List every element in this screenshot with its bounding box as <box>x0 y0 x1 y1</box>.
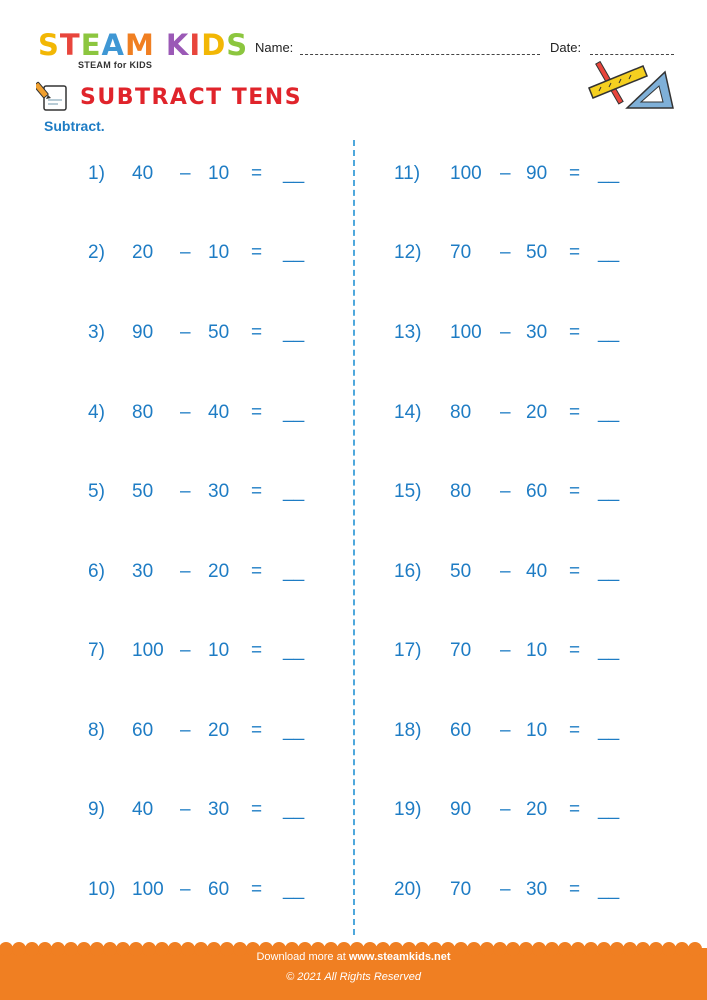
minus-sign: – <box>500 322 511 343</box>
subtrahend: 30 <box>526 322 548 343</box>
problem-number: 11) <box>394 163 421 184</box>
subtrahend: 90 <box>526 163 548 184</box>
minuend: 60 <box>132 720 154 741</box>
answer-blank[interactable]: __ <box>598 879 620 900</box>
minuend: 80 <box>450 402 472 423</box>
problem-number: 12) <box>394 242 422 263</box>
date-field[interactable] <box>590 54 674 55</box>
subtrahend: 30 <box>208 799 230 820</box>
logo-letter: K <box>165 28 190 62</box>
problem-number: 20) <box>394 879 422 900</box>
equals-sign: = <box>251 799 263 820</box>
steam-kids-logo <box>38 28 249 74</box>
problem-12 <box>0 242 707 266</box>
minus-sign: – <box>500 561 511 582</box>
answer-blank[interactable]: __ <box>598 163 620 184</box>
logo-letter: I <box>189 28 202 62</box>
subtrahend: 10 <box>526 640 548 661</box>
minuend: 30 <box>132 561 154 582</box>
minus-sign: – <box>500 481 511 502</box>
equals-sign: = <box>569 640 581 661</box>
problem-19 <box>0 799 707 823</box>
minus-sign: – <box>500 799 511 820</box>
footer-site-link[interactable]: www.steamkids.net <box>348 951 451 963</box>
subtrahend: 30 <box>526 879 548 900</box>
worksheet-pencil-icon <box>36 80 70 112</box>
minus-sign: – <box>500 640 511 661</box>
problem-14 <box>0 402 707 426</box>
ruler-set-square-icon <box>585 58 675 116</box>
subtrahend: 30 <box>208 481 230 502</box>
equals-sign: = <box>569 561 581 582</box>
equals-sign: = <box>251 481 263 502</box>
equals-sign: = <box>251 163 263 184</box>
minus-sign: – <box>180 163 191 184</box>
problem-16 <box>0 561 707 585</box>
problem-number: 7) <box>88 640 105 661</box>
answer-blank[interactable]: __ <box>283 879 305 900</box>
minus-sign: – <box>180 640 191 661</box>
minus-sign: – <box>500 879 511 900</box>
problem-number: 6) <box>88 561 105 582</box>
subtrahend: 50 <box>526 242 548 263</box>
problem-number: 10) <box>88 879 116 900</box>
subtrahend: 60 <box>526 481 548 502</box>
minus-sign: – <box>180 720 191 741</box>
subtrahend: 10 <box>208 640 230 661</box>
minuend: 40 <box>132 163 154 184</box>
minus-sign: – <box>180 799 191 820</box>
minuend: 80 <box>450 481 472 502</box>
problem-number: 19) <box>394 799 422 820</box>
equals-sign: = <box>251 561 263 582</box>
minuend: 70 <box>450 640 472 661</box>
instruction-text: Subtract. <box>44 118 105 134</box>
problem-number: 13) <box>394 322 422 343</box>
equals-sign: = <box>251 402 263 423</box>
equals-sign: = <box>569 402 581 423</box>
answer-blank[interactable]: __ <box>283 163 305 184</box>
footer-copyright: © 2021 All Rights Reserved <box>286 971 421 983</box>
minuend: 40 <box>132 799 154 820</box>
equals-sign: = <box>251 640 263 661</box>
logo-letter: T <box>59 28 81 62</box>
problem-number: 9) <box>88 799 105 820</box>
footer-banner <box>0 940 707 1000</box>
minuend: 100 <box>450 163 482 184</box>
answer-blank[interactable]: __ <box>283 481 305 502</box>
minuend: 90 <box>450 799 472 820</box>
logo-letter: S <box>38 28 60 62</box>
problem-11 <box>0 163 707 187</box>
answer-blank[interactable]: __ <box>598 481 620 502</box>
minus-sign: – <box>180 561 191 582</box>
answer-blank[interactable]: __ <box>283 640 305 661</box>
minus-sign: – <box>180 242 191 263</box>
answer-blank[interactable]: __ <box>598 402 620 423</box>
answer-blank[interactable]: __ <box>283 242 305 263</box>
subtrahend: 10 <box>208 242 230 263</box>
logo-subtitle: STEAM for KIDS <box>78 60 153 70</box>
problem-15 <box>0 481 707 505</box>
minuend: 70 <box>450 242 472 263</box>
minuend: 100 <box>132 640 164 661</box>
subtrahend: 20 <box>526 799 548 820</box>
subtrahend: 20 <box>526 402 548 423</box>
problem-number: 5) <box>88 481 105 502</box>
footer-download-text <box>0 951 707 963</box>
answer-blank[interactable]: __ <box>598 720 620 741</box>
minuend: 50 <box>132 481 154 502</box>
minus-sign: – <box>180 879 191 900</box>
problem-number: 8) <box>88 720 105 741</box>
logo-wordmark <box>38 30 248 60</box>
problem-number: 18) <box>394 720 422 741</box>
minuend: 100 <box>132 879 164 900</box>
logo-letter: S <box>226 28 249 62</box>
equals-sign: = <box>251 322 263 343</box>
problem-number: 16) <box>394 561 422 582</box>
minuend: 80 <box>132 402 154 423</box>
minuend: 90 <box>132 322 154 343</box>
answer-blank[interactable]: __ <box>598 322 620 343</box>
equals-sign: = <box>251 879 263 900</box>
minus-sign: – <box>180 322 191 343</box>
worksheet-title: SUBTRACT TENS <box>80 85 303 110</box>
logo-letter: M <box>124 28 155 62</box>
answer-blank[interactable]: __ <box>598 799 620 820</box>
logo-letter <box>155 30 166 60</box>
minus-sign: – <box>500 163 511 184</box>
problem-number: 3) <box>88 322 105 343</box>
logo-letter: E <box>80 28 102 62</box>
subtrahend: 40 <box>208 402 230 423</box>
problem-18 <box>0 720 707 744</box>
answer-blank[interactable]: __ <box>283 720 305 741</box>
problem-number: 15) <box>394 481 422 502</box>
answer-blank[interactable]: __ <box>598 561 620 582</box>
subtrahend: 40 <box>526 561 548 582</box>
subtrahend: 10 <box>526 720 548 741</box>
problem-number: 17) <box>394 640 422 661</box>
equals-sign: = <box>569 163 581 184</box>
problem-17 <box>0 640 707 664</box>
minuend: 20 <box>132 242 154 263</box>
equals-sign: = <box>251 242 263 263</box>
minus-sign: – <box>500 720 511 741</box>
minus-sign: – <box>500 242 511 263</box>
equals-sign: = <box>569 879 581 900</box>
subtrahend: 20 <box>208 720 230 741</box>
answer-blank[interactable]: __ <box>283 799 305 820</box>
answer-blank[interactable]: __ <box>283 402 305 423</box>
answer-blank[interactable]: __ <box>283 322 305 343</box>
subtrahend: 60 <box>208 879 230 900</box>
problem-number: 2) <box>88 242 105 263</box>
problem-20 <box>0 879 707 903</box>
footer-download-prefix: Download more at <box>256 951 349 963</box>
name-label: Name: <box>255 40 294 55</box>
answer-blank[interactable]: __ <box>283 561 305 582</box>
name-field[interactable] <box>300 54 540 55</box>
minus-sign: – <box>180 402 191 423</box>
equals-sign: = <box>569 799 581 820</box>
problem-number: 1) <box>88 163 105 184</box>
equals-sign: = <box>569 322 581 343</box>
subtrahend: 20 <box>208 561 230 582</box>
equals-sign: = <box>569 242 581 263</box>
subtrahend: 10 <box>208 163 230 184</box>
logo-letter: D <box>201 28 227 62</box>
subtrahend: 50 <box>208 322 230 343</box>
answer-blank[interactable]: __ <box>598 242 620 263</box>
minus-sign: – <box>180 481 191 502</box>
minuend: 100 <box>450 322 482 343</box>
problem-number: 4) <box>88 402 105 423</box>
minuend: 70 <box>450 879 472 900</box>
answer-blank[interactable]: __ <box>598 640 620 661</box>
minus-sign: – <box>500 402 511 423</box>
equals-sign: = <box>569 720 581 741</box>
equals-sign: = <box>569 481 581 502</box>
equals-sign: = <box>251 720 263 741</box>
problem-number: 14) <box>394 402 422 423</box>
date-label: Date: <box>550 40 582 55</box>
problem-13 <box>0 322 707 346</box>
logo-letter: A <box>101 28 125 62</box>
minuend: 50 <box>450 561 472 582</box>
minuend: 60 <box>450 720 472 741</box>
